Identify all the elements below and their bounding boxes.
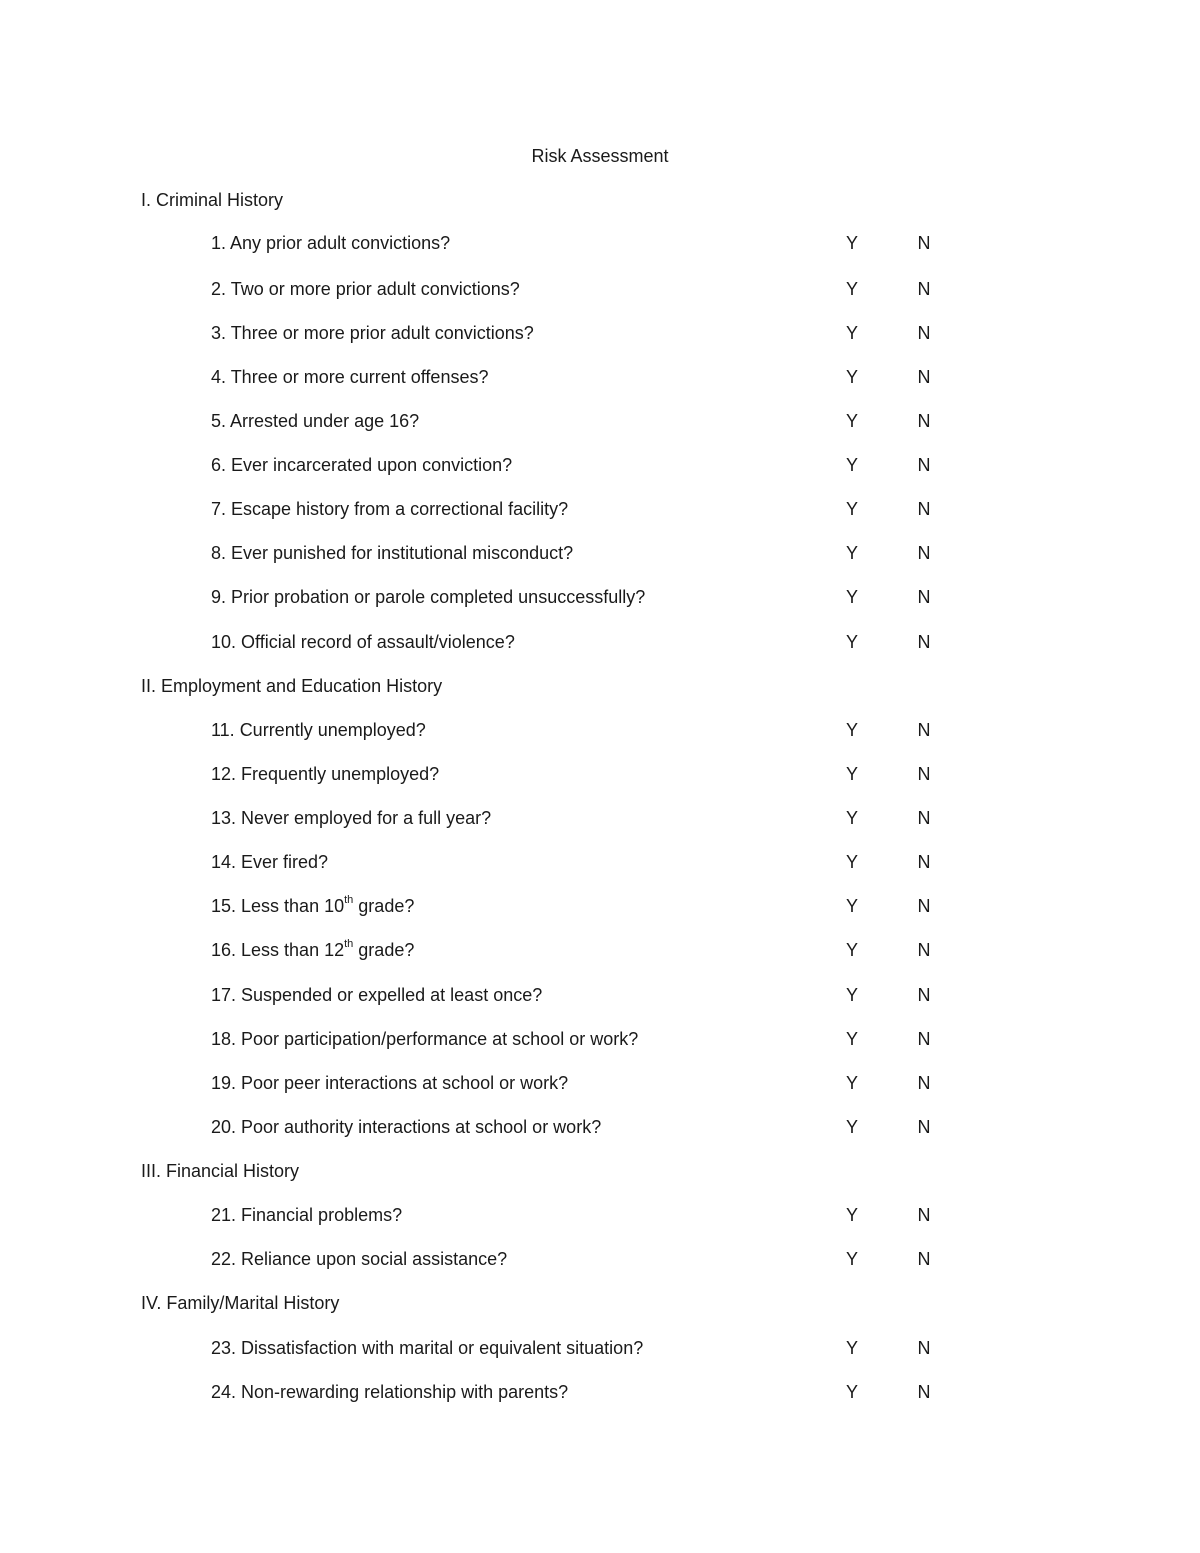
yes-option[interactable]: Y	[845, 632, 858, 652]
question-row	[0, 1380, 1200, 1404]
question-row	[0, 1203, 1200, 1227]
question-text: 2. Two or more prior adult convictions?	[211, 279, 520, 299]
no-option[interactable]: N	[917, 455, 931, 475]
question-text: 17. Suspended or expelled at least once?	[211, 985, 543, 1005]
yes-option[interactable]: Y	[845, 1029, 858, 1049]
yes-option[interactable]: Y	[845, 1249, 858, 1269]
no-option[interactable]: N	[917, 279, 931, 299]
yes-option[interactable]: Y	[845, 896, 858, 916]
question-text: 8. Ever punished for institutional misconduct?	[211, 543, 574, 563]
question-row	[0, 1071, 1200, 1095]
section-heading-criminal-history: I. Criminal History	[141, 190, 284, 210]
question-text: 13. Never employed for a full year?	[211, 808, 492, 828]
question-row	[0, 541, 1200, 565]
question-text: 5. Arrested under age 16?	[211, 411, 420, 431]
yes-option[interactable]: Y	[845, 720, 858, 740]
yes-option[interactable]: Y	[845, 323, 858, 343]
no-option[interactable]: N	[917, 543, 931, 563]
no-option[interactable]: N	[917, 1338, 931, 1358]
question-row	[0, 1247, 1200, 1271]
section-heading-family-marital: IV. Family/Marital History	[141, 1293, 340, 1313]
question-text: 21. Financial problems?	[211, 1205, 403, 1225]
no-option[interactable]: N	[917, 632, 931, 652]
question-row	[0, 277, 1200, 301]
no-option[interactable]: N	[917, 808, 931, 828]
question-text: 10. Official record of assault/violence?	[211, 632, 515, 652]
question-text: 11. Currently unemployed?	[211, 720, 426, 740]
question-row	[0, 630, 1200, 654]
yes-option[interactable]: Y	[845, 455, 858, 475]
yes-option[interactable]: Y	[845, 1338, 858, 1358]
question-text: 24. Non-rewarding relationship with parents?	[211, 1382, 569, 1402]
question-text: 1. Any prior adult convictions?	[211, 233, 451, 253]
no-option[interactable]: N	[917, 764, 931, 784]
question-text: 16. Less than 12th grade?	[211, 938, 415, 960]
yes-option[interactable]: Y	[845, 499, 858, 519]
question-row	[0, 806, 1200, 830]
question-row	[0, 497, 1200, 521]
no-option[interactable]: N	[917, 1205, 931, 1225]
question-text: 12. Frequently unemployed?	[211, 764, 440, 784]
question-text: 19. Poor peer interactions at school or work?	[211, 1073, 569, 1093]
no-option[interactable]: N	[917, 1029, 931, 1049]
question-row	[0, 409, 1200, 433]
no-option[interactable]: N	[917, 411, 931, 431]
no-option[interactable]: N	[917, 367, 931, 387]
question-row	[0, 894, 1200, 918]
no-option[interactable]: N	[917, 323, 931, 343]
no-option[interactable]: N	[917, 1249, 931, 1269]
question-row	[0, 1027, 1200, 1051]
yes-option[interactable]: Y	[845, 808, 858, 828]
question-text: 20. Poor authority interactions at school or work?	[211, 1117, 602, 1137]
question-row	[0, 938, 1200, 962]
yes-option[interactable]: Y	[845, 1117, 858, 1137]
question-row	[0, 762, 1200, 786]
no-option[interactable]: N	[917, 233, 931, 253]
yes-option[interactable]: Y	[845, 985, 858, 1005]
no-option[interactable]: N	[917, 1117, 931, 1137]
question-row	[0, 365, 1200, 389]
yes-option[interactable]: Y	[845, 411, 858, 431]
no-option[interactable]: N	[917, 896, 931, 916]
question-row	[0, 1115, 1200, 1139]
no-option[interactable]: N	[917, 985, 931, 1005]
yes-option[interactable]: Y	[845, 1205, 858, 1225]
question-row	[0, 1336, 1200, 1360]
no-option[interactable]: N	[917, 499, 931, 519]
page-title: Risk Assessment	[531, 146, 669, 166]
no-option[interactable]: N	[917, 720, 931, 740]
question-row	[0, 453, 1200, 477]
section-heading-financial-history: III. Financial History	[141, 1161, 300, 1181]
question-text: 14. Ever fired?	[211, 852, 329, 872]
question-text: 6. Ever incarcerated upon conviction?	[211, 455, 513, 475]
yes-option[interactable]: Y	[845, 1382, 858, 1402]
no-option[interactable]: N	[917, 852, 931, 872]
question-text: 15. Less than 10th grade?	[211, 894, 415, 916]
question-row	[0, 231, 1200, 255]
question-text: 7. Escape history from a correctional facility?	[211, 499, 569, 519]
no-option[interactable]: N	[917, 1382, 931, 1402]
yes-option[interactable]: Y	[845, 543, 858, 563]
yes-option[interactable]: Y	[845, 233, 858, 253]
question-row	[0, 321, 1200, 345]
question-row	[0, 850, 1200, 874]
no-option[interactable]: N	[917, 1073, 931, 1093]
no-option[interactable]: N	[917, 587, 931, 607]
question-row	[0, 983, 1200, 1007]
yes-option[interactable]: Y	[845, 764, 858, 784]
question-text: 23. Dissatisfaction with marital or equivalent situation?	[211, 1338, 644, 1358]
yes-option[interactable]: Y	[845, 852, 858, 872]
yes-option[interactable]: Y	[845, 940, 858, 960]
question-row	[0, 718, 1200, 742]
question-text: 3. Three or more prior adult convictions?	[211, 323, 534, 343]
no-option[interactable]: N	[917, 940, 931, 960]
question-text: 22. Reliance upon social assistance?	[211, 1249, 508, 1269]
yes-option[interactable]: Y	[845, 367, 858, 387]
question-row	[0, 585, 1200, 609]
question-text: 9. Prior probation or parole completed unsuccessfully?	[211, 587, 646, 607]
section-heading-employment-education: II. Employment and Education History	[141, 676, 443, 696]
question-text: 18. Poor participation/performance at school or work?	[211, 1029, 639, 1049]
question-text: 4. Three or more current offenses?	[211, 367, 489, 387]
yes-option[interactable]: Y	[845, 587, 858, 607]
yes-option[interactable]: Y	[845, 1073, 858, 1093]
yes-option[interactable]: Y	[845, 279, 858, 299]
